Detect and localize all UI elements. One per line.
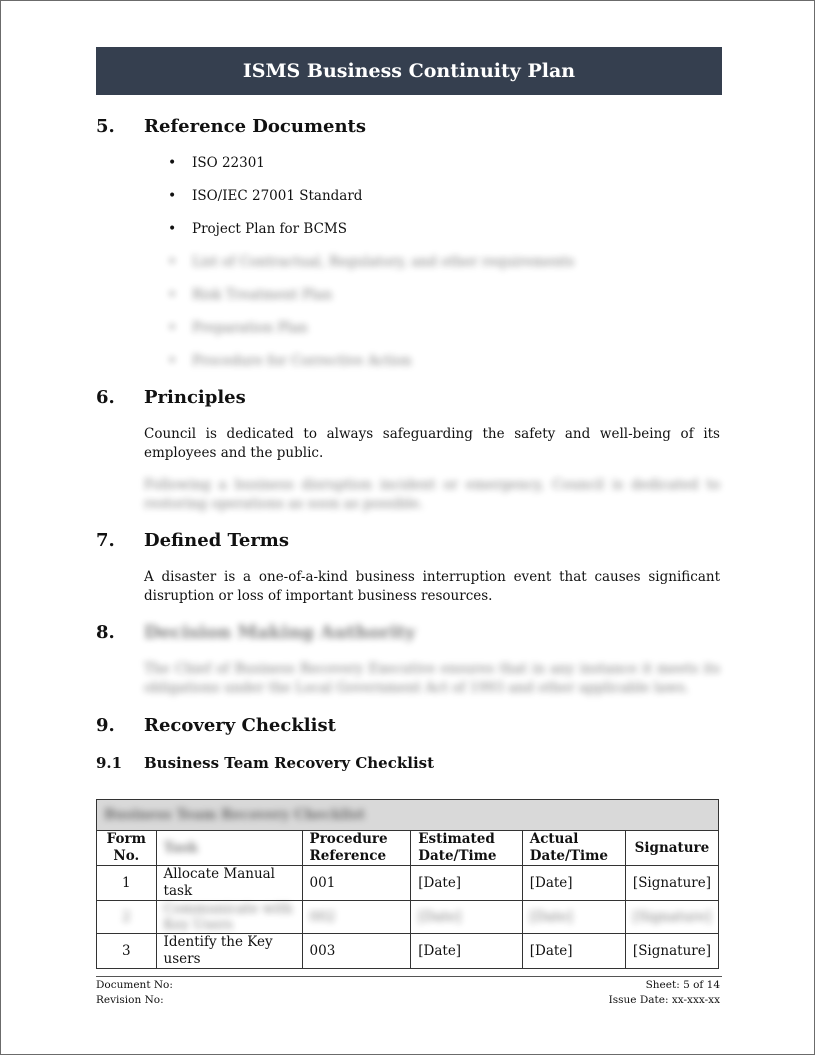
cell-signature: [Signature] <box>625 934 718 969</box>
footer-issue-date: Issue Date: xx-xxx-xx <box>608 994 720 1006</box>
table-row <box>97 934 719 969</box>
list-item: • ISO/IEC 27001 Standard <box>168 185 574 218</box>
cell-procedure-reference: 003 <box>302 934 411 969</box>
principles-blurred-paragraph: Following a business disruption incident or emergency, Council is dedicated to restoring operations as soon as possible. <box>144 477 720 512</box>
section-9-heading <box>96 713 336 737</box>
table-title-cell <box>97 800 719 831</box>
header-estimated: Estimated Date/Time <box>411 831 522 866</box>
recovery-checklist-table <box>96 799 719 969</box>
header-procedure-reference: Procedure Reference <box>302 831 411 866</box>
document-title: ISMS Business Continuity Plan <box>242 60 576 82</box>
cell-estimated: [Date] <box>411 866 522 901</box>
cell-actual: [Date] <box>522 934 625 969</box>
section-title: Reference Documents <box>144 115 367 137</box>
header-task <box>156 831 302 866</box>
list-item: • List of Contractual, Regulatory, and other requirements <box>168 251 574 284</box>
defined-terms-paragraph: A disaster is a one-of-a-kind business interruption event that causes significant disruption or loss of important business resources. <box>144 569 720 604</box>
table-header-row <box>97 831 719 866</box>
section-number: 6. <box>96 386 115 408</box>
table-row <box>97 866 719 901</box>
section-title: Principles <box>144 386 246 408</box>
section-7-heading <box>96 528 289 552</box>
reference-documents-list <box>168 152 574 383</box>
footer-divider <box>96 976 722 977</box>
section-5-heading <box>96 114 366 138</box>
section-title: Defined Terms <box>144 529 289 551</box>
section-number: 9. <box>96 714 115 736</box>
section-number: 7. <box>96 529 115 551</box>
section-8-heading <box>96 620 416 644</box>
section-title: Recovery Checklist <box>144 714 336 736</box>
subsection-number: 9.1 <box>96 754 123 772</box>
cell-actual: [Date] <box>522 866 625 901</box>
cell-signature: [Signature] <box>625 866 718 901</box>
header-actual: Actual Date/Time <box>522 831 625 866</box>
cell-procedure-reference: 002 <box>302 901 411 934</box>
table-title-row <box>97 800 719 831</box>
cell-estimated: [Date] <box>411 901 522 934</box>
principles-paragraph: Council is dedicated to always safeguarding the safety and well-being of its employees and the public. <box>144 426 720 461</box>
document-title-banner <box>96 47 722 95</box>
cell-actual: [Date] <box>522 901 625 934</box>
cell-form-no: 3 <box>97 934 157 969</box>
section-6-heading <box>96 385 246 409</box>
list-item: • Preparation Plan <box>168 317 574 350</box>
decision-authority-paragraph: The Chief of Business Recovery Executive ensures that in any instance it meets its obligations under the Local Government Act of 1993 and other applicable laws. <box>144 661 720 696</box>
list-item: • ISO 22301 <box>168 152 574 185</box>
footer-right <box>609 978 720 1008</box>
footer-sheet: Sheet: 5 of 14 <box>645 979 720 991</box>
table-row <box>97 901 719 934</box>
cell-procedure-reference: 001 <box>302 866 411 901</box>
cell-form-no: 1 <box>97 866 157 901</box>
header-task-label: Task <box>163 839 199 856</box>
section-number: 8. <box>96 621 115 643</box>
list-item: • Project Plan for BCMS <box>168 218 574 251</box>
section-title: Decision Making Authority <box>144 621 416 643</box>
header-form-no: Form No. <box>97 831 157 866</box>
cell-task: Allocate Manual task <box>156 866 302 901</box>
footer-left <box>96 978 173 1008</box>
subsection-9-1-heading <box>96 753 434 773</box>
cell-estimated: [Date] <box>411 934 522 969</box>
table-title: Business Team Recovery Checklist <box>104 806 366 823</box>
cell-task: Communicate with Key Users <box>156 901 302 934</box>
footer-revision-no: Revision No: <box>96 994 164 1006</box>
subsection-title: Business Team Recovery Checklist <box>144 754 435 772</box>
cell-form-no: 2 <box>97 901 157 934</box>
header-signature: Signature <box>625 831 718 866</box>
cell-task: Identify the Key users <box>156 934 302 969</box>
footer-document-no: Document No: <box>96 979 173 991</box>
list-item: • Risk Treatment Plan <box>168 284 574 317</box>
section-number: 5. <box>96 115 115 137</box>
cell-signature: [Signature] <box>625 901 718 934</box>
list-item: • Procedure for Corrective Action <box>168 350 574 383</box>
